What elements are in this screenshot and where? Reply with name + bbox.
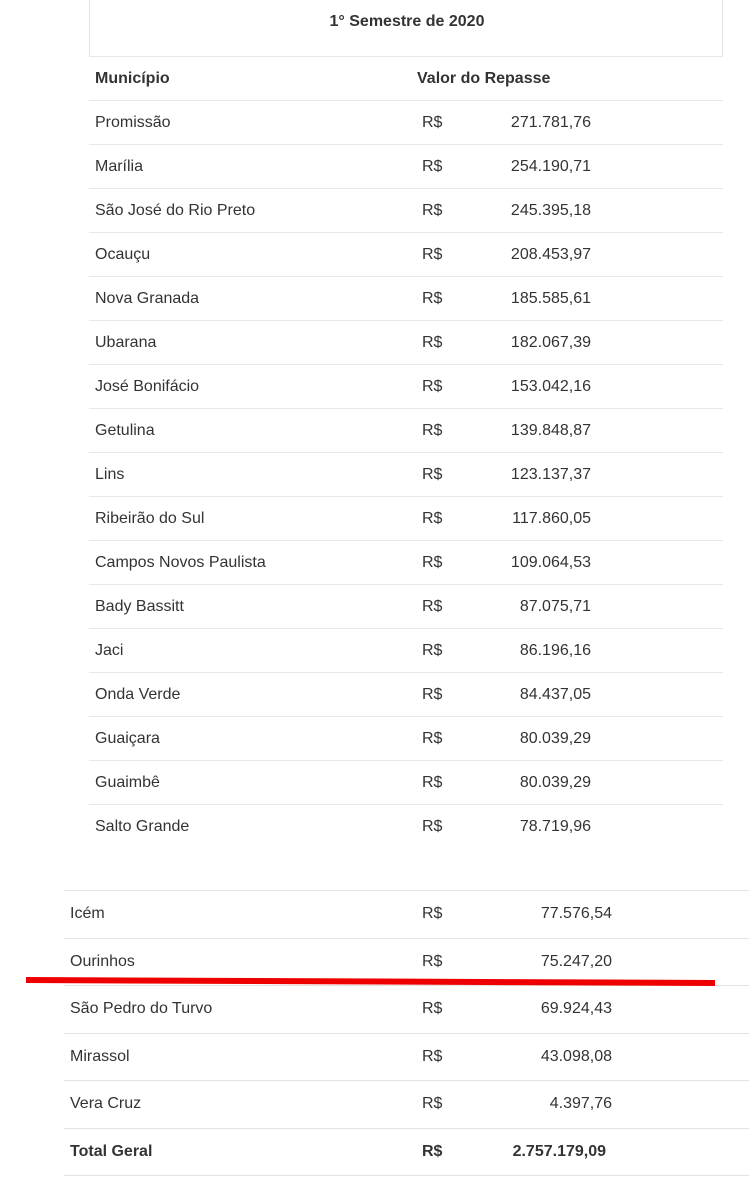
value-cell: 254.190,71 [510,157,591,175]
table-row [89,717,723,761]
table-row [89,673,723,717]
currency-cell: R$ [422,1000,443,1018]
value-cell: 185.585,61 [510,289,591,307]
municipio-cell: Ubarana [95,333,157,351]
total-value: 2.757.179,09 [512,1142,606,1160]
municipio-cell: Promissão [95,113,171,131]
value-cell: 84.437,05 [519,685,591,703]
table-row [89,453,723,497]
table-row [64,1081,749,1129]
municipio-cell: Marília [95,157,144,175]
total-currency: R$ [422,1142,443,1160]
currency-cell: R$ [422,245,443,263]
header-valor: Valor do Repasse [417,69,551,87]
currency-cell: R$ [422,685,443,703]
table-row [89,321,723,365]
municipio-cell: São Pedro do Turvo [70,1000,213,1018]
currency-cell: R$ [422,905,443,923]
currency-cell: R$ [422,509,443,527]
municipio-cell: Guaimbê [95,773,160,791]
value-cell: 80.039,29 [519,729,591,747]
table-row [89,145,723,189]
table-title: 1° Semestre de 2020 [329,13,485,30]
table-row [89,805,723,849]
value-cell: 245.395,18 [510,201,591,219]
municipio-cell: Lins [95,465,125,483]
table-header-row [89,57,723,101]
repasse-table-first [89,0,723,849]
value-cell: 86.196,16 [519,641,591,659]
currency-cell: R$ [422,952,443,970]
municipio-cell: Getulina [95,421,155,439]
municipio-cell: Icém [70,905,105,923]
municipio-cell: Jaci [95,641,124,659]
municipio-cell: Campos Novos Paulista [95,553,266,571]
value-cell: 43.098,08 [540,1047,612,1065]
table-row [89,629,723,673]
currency-cell: R$ [422,597,443,615]
total-row [64,1129,749,1177]
value-cell: 69.924,43 [540,1000,612,1018]
municipio-cell: Bady Bassitt [95,597,184,615]
value-cell: 139.848,87 [510,421,591,439]
total-label: Total Geral [70,1142,153,1160]
table-row [89,409,723,453]
value-cell: 182.067,39 [510,333,591,351]
value-cell: 123.137,37 [510,465,591,483]
currency-cell: R$ [422,553,443,571]
currency-cell: R$ [422,201,443,219]
value-cell: 78.719,96 [519,818,591,835]
currency-cell: R$ [422,333,443,351]
currency-cell: R$ [422,641,443,659]
table-row [64,986,749,1034]
value-cell: 208.453,97 [510,245,591,263]
municipio-cell: José Bonifácio [95,377,200,395]
currency-cell: R$ [422,157,443,175]
municipio-cell: Mirassol [70,1047,130,1065]
value-cell: 271.781,76 [510,113,591,131]
value-cell: 109.064,53 [510,553,591,571]
value-cell: 87.075,71 [519,597,591,615]
table-row [89,233,723,277]
currency-cell: R$ [422,377,443,395]
municipio-cell: Guaiçara [95,729,160,747]
currency-cell: R$ [422,818,443,835]
table-row [89,277,723,321]
table-row [64,1034,749,1082]
table-row [89,101,723,145]
table-row [89,189,723,233]
table-title-row [89,0,723,57]
currency-cell: R$ [422,1095,443,1113]
currency-cell: R$ [422,729,443,747]
value-cell: 80.039,29 [519,773,591,791]
table-row [89,497,723,541]
currency-cell: R$ [422,1047,443,1065]
municipio-cell: Vera Cruz [70,1095,142,1113]
header-municipio: Município [95,69,170,87]
municipio-cell: Ocauçu [95,245,151,263]
value-cell: 117.860,05 [512,509,591,527]
municipio-cell: Salto Grande [95,818,190,835]
value-cell: 4.397,76 [549,1095,612,1113]
currency-cell: R$ [422,465,443,483]
currency-cell: R$ [422,113,443,131]
value-cell: 77.576,54 [540,905,612,923]
municipio-cell: Ourinhos [70,952,135,970]
table-row [89,585,723,629]
currency-cell: R$ [422,773,443,791]
municipio-cell: Onda Verde [95,685,181,703]
table-row [89,761,723,805]
municipio-cell: São José do Rio Preto [95,201,256,219]
value-cell: 75.247,20 [540,952,612,970]
municipio-cell: Ribeirão do Sul [95,509,205,527]
value-cell: 153.042,16 [510,377,591,395]
table-row [89,365,723,409]
repasse-table-second [64,890,749,1176]
municipio-cell: Nova Granada [95,289,200,307]
currency-cell: R$ [422,289,443,307]
currency-cell: R$ [422,421,443,439]
table-row [89,541,723,585]
table-row [64,891,749,939]
